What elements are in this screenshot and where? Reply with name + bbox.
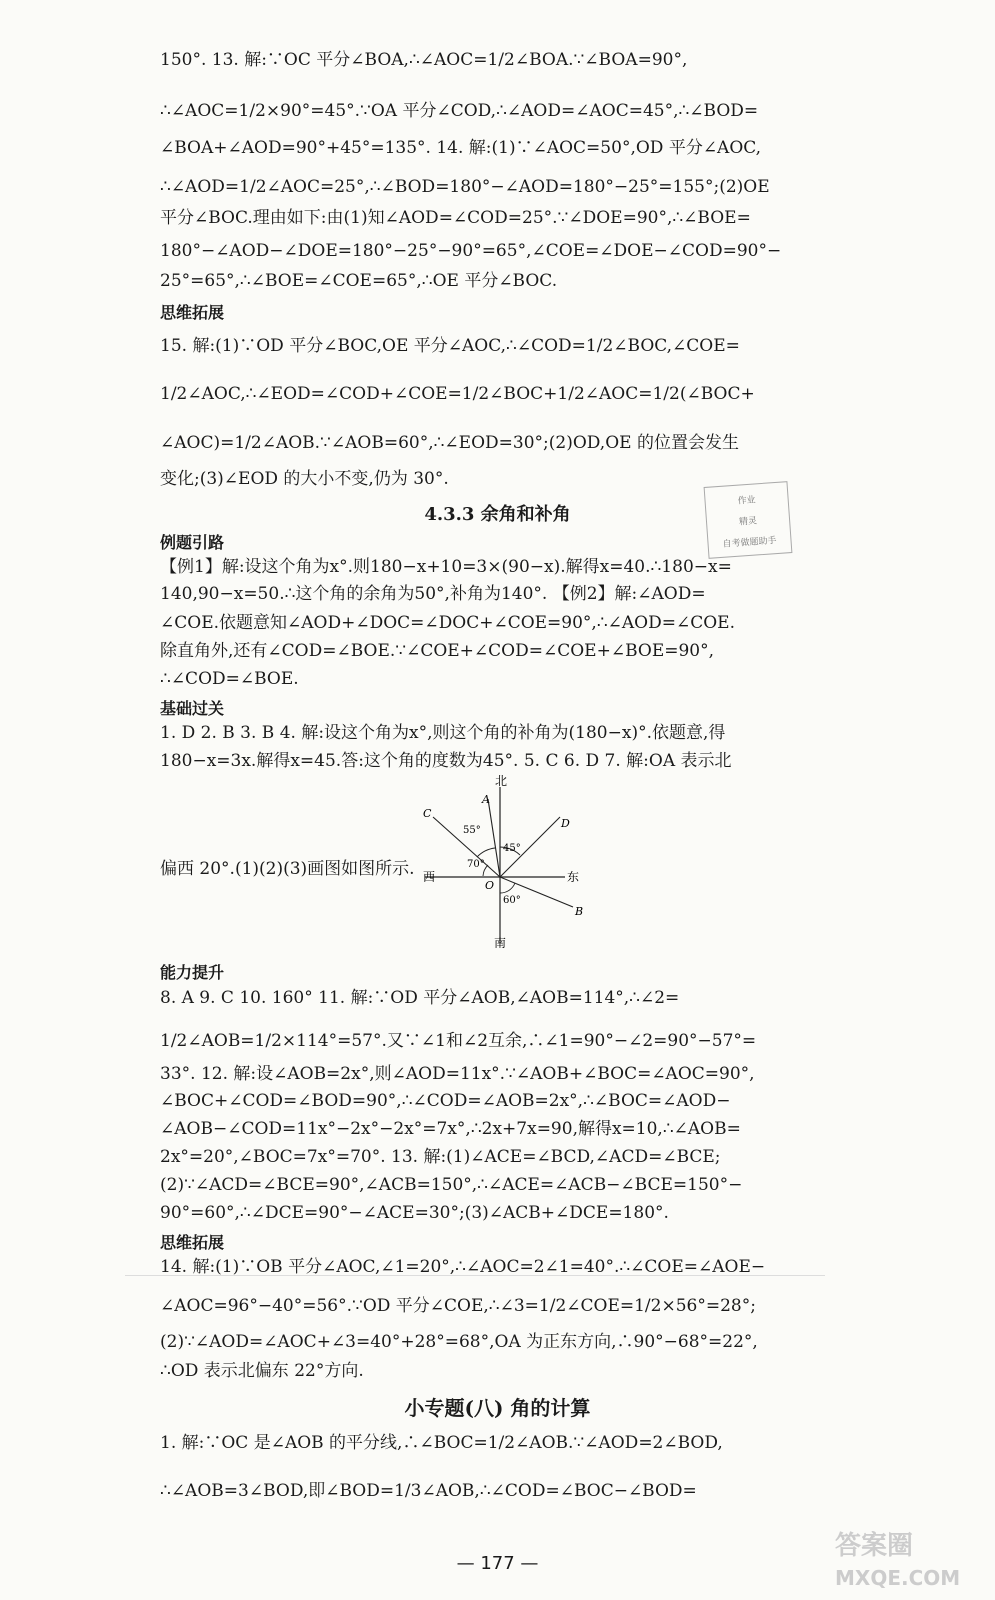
north-label: 北 — [495, 775, 508, 788]
ray-oa — [488, 799, 500, 877]
page-number: — 177 — — [456, 1553, 539, 1574]
section-heading: 思维拓展 — [160, 303, 225, 322]
point-label: D — [561, 817, 570, 830]
section-title: 4.3.3 余角和补角 — [424, 504, 571, 525]
watermark-logo: 答案圈 MXQE.COM — [835, 1531, 961, 1590]
angle-label: 45° — [503, 843, 521, 854]
section-heading: 能力提升 — [160, 963, 225, 982]
text-line: 1/2∠AOB=1/2×114°=57°.又∵∠1和∠2互余,∴∠1=90°−∠2=90°−57°= — [160, 1031, 757, 1051]
east-label: 东 — [567, 870, 580, 884]
text-line: 除直角外,还有∠COD=∠BOE.∵∠COE+∠COD=∠COE+∠BOE=90°, — [160, 641, 715, 661]
text-line: ∴OD 表示北偏东 22°方向. — [160, 1361, 364, 1381]
section-heading: 例题引路 — [160, 533, 225, 552]
text-line: (2)∵∠ACD=∠BCE=90°,∠ACB=150°,∴∠ACE=∠ACB−∠BCE=150°− — [160, 1175, 743, 1195]
west-label: 西 — [423, 870, 436, 884]
text-line: 15. 解:(1)∵OD 平分∠BOC,OE 平分∠AOC,∴∠COD=1/2∠BOC,∠COE= — [160, 336, 740, 356]
section-title: 小专题(八) 角的计算 — [404, 1396, 591, 1420]
text-line: ∠AOC)=1/2∠AOB.∵∠AOB=60°,∴∠EOD=30°;(2)OD,OE 的位置会发生 — [160, 433, 739, 453]
divider — [125, 1275, 825, 1276]
text-line: 90°=60°,∴∠DCE=90°−∠ACE=30°;(3)∠ACB+∠DCE=180°. — [160, 1203, 669, 1223]
angle-label: 60° — [503, 895, 521, 906]
text-line: 25°=65°,∴∠BOE=∠COE=65°,∴OE 平分∠BOC. — [160, 271, 558, 291]
point-label: B — [575, 905, 584, 918]
text-line: 14. 解:(1)∵OB 平分∠AOC,∠1=20°,∴∠AOC=2∠1=40°.∴∠COE=∠AOE− — [160, 1257, 766, 1277]
text-line: ∠AOB−∠COD=11x°−2x°−2x°=7x°,∴2x+7x=90,解得x=10,∴∠AOB= — [160, 1119, 741, 1139]
text-line: ∠AOC=96°−40°=56°.∵OD 平分∠COE,∴∠3=1/2∠COE=1/2×56°=28°; — [160, 1296, 756, 1316]
text-line: 140,90−x=50.∴这个角的余角为50°,补角为140°. 【例2】解:∠AOD= — [160, 584, 706, 604]
angle-label: 55° — [463, 825, 481, 836]
text-line: ∴∠AOB=3∠BOD,即∠BOD=1/3∠AOB,∴∠COD=∠BOC−∠BOD= — [160, 1481, 697, 1501]
point-label: C — [423, 807, 432, 820]
text-line: 2x°=20°,∠BOC=7x°=70°. 13. 解:(1)∠ACE=∠BCD,∠ACD=∠BCE; — [160, 1147, 721, 1167]
text-line: 变化;(3)∠EOD 的大小不变,仍为 30°. — [160, 469, 449, 489]
text-line: 1/2∠AOC,∴∠EOD=∠COD+∠COE=1/2∠BOC+1/2∠AOC=1/2(∠BOC+ — [160, 384, 755, 404]
text-line: ∴∠AOD=1/2∠AOC=25°,∴∠BOD=180°−∠AOD=180°−25°=155°;(2)OE — [160, 177, 770, 197]
stamp-image: 作业 精灵 自考做题助手 — [704, 481, 793, 559]
direction-diagram — [415, 775, 595, 950]
text-line: ∠BOA+∠AOD=90°+45°=135°. 14. 解:(1)∵∠AOC=50°,OD 平分∠AOC, — [160, 138, 762, 158]
angle-label: 70° — [467, 859, 485, 870]
text-line: 150°. 13. 解:∵OC 平分∠BOA,∴∠AOC=1/2∠BOA.∵∠BOA=90°, — [160, 50, 688, 70]
text-line: 8. A 9. C 10. 160° 11. 解:∵OD 平分∠AOB,∠AOB=114°,∴∠2= — [160, 988, 680, 1008]
text-line: 180−x=3x.解得x=45.答:这个角的度数为45°. 5. C 6. D 7. 解:OA 表示北 — [160, 751, 732, 771]
text-line: 180°−∠AOD−∠DOE=180°−25°−90°=65°,∠COE=∠DOE−∠COD=90°− — [160, 241, 782, 261]
text-line: 1. 解:∵OC 是∠AOB 的平分线,∴∠BOC=1/2∠AOB.∵∠AOD=2∠BOD, — [160, 1433, 723, 1453]
section-heading: 思维拓展 — [160, 1233, 225, 1252]
text-line: ∠BOC+∠COD=∠BOD=90°,∴∠COD=∠AOB=2x°,∴∠BOC=∠AOD− — [160, 1091, 731, 1111]
point-label: A — [482, 793, 490, 806]
text-line: 1. D 2. B 3. B 4. 解:设这个角为x°,则这个角的补角为(180−x)°.依题意,得 — [160, 723, 726, 743]
text-line: (2)∵∠AOD=∠AOC+∠3=40°+28°=68°,OA 为正东方向,∴90°−68°=22°, — [160, 1332, 758, 1352]
text-line: 平分∠BOC.理由如下:由(1)知∠AOD=∠COD=25°.∵∠DOE=90°,∴∠BOE= — [160, 208, 751, 228]
text-line: ∠COE.依题意知∠AOD+∠DOC=∠DOC+∠COE=90°,∴∠AOD=∠COE. — [160, 613, 735, 633]
text-line: 【例1】解:设这个角为x°.则180−x+10=3×(90−x).解得x=40.∴180−x= — [160, 557, 732, 577]
text-line: ∴∠AOC=1/2×90°=45°.∵OA 平分∠COD,∴∠AOD=∠AOC=45°,∴∠BOD= — [160, 101, 759, 121]
south-label: 南 — [494, 936, 507, 950]
section-heading: 基础过关 — [160, 699, 225, 718]
text-line: ∴∠COD=∠BOE. — [160, 669, 299, 689]
text-line: 33°. 12. 解:设∠AOB=2x°,则∠AOD=11x°.∵∠AOB+∠BOC=∠AOC=90°, — [160, 1064, 755, 1084]
text-line: 偏西 20°.(1)(2)(3)画图如图所示. — [160, 859, 415, 879]
point-label: O — [485, 879, 495, 892]
